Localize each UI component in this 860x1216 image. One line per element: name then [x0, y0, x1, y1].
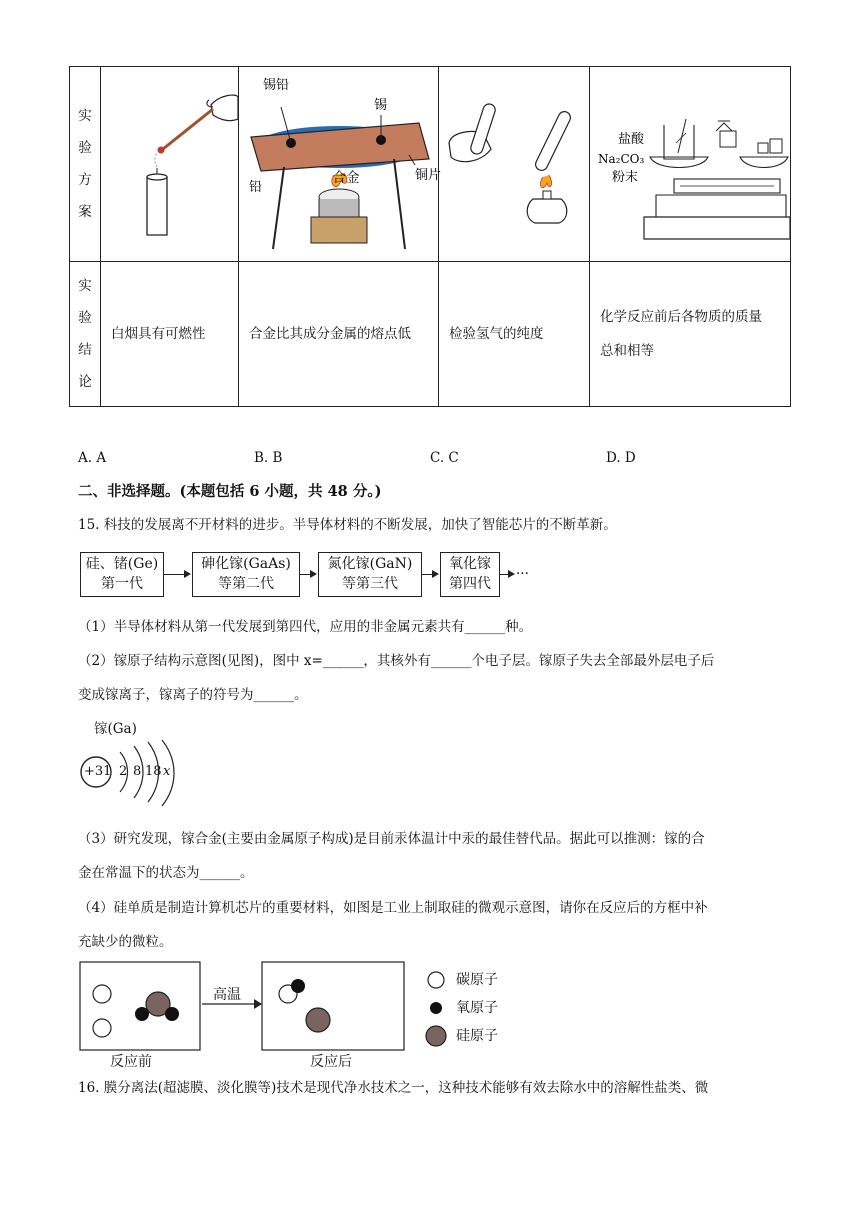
- conclusion-a: 白烟具有可燃性: [101, 262, 239, 407]
- candle-smoke-diagram: [101, 67, 238, 257]
- reaction-boxes: [78, 958, 518, 1054]
- flow-arrow-2: [299, 574, 315, 575]
- hydrogen-purity-diagram: [439, 67, 589, 257]
- diagram-b-cell: [239, 67, 442, 262]
- conclusion-d: 化学反应前后各物质的质量 总和相等: [590, 262, 791, 407]
- atom-title: 镓(Ga): [94, 721, 137, 737]
- flow-arrow-1: [163, 574, 189, 575]
- q15-part2-line2: 变成镓离子，镓离子的符号为______。: [78, 687, 308, 703]
- q15-part2-line1: （2）镓原子结构示意图(见图)，图中 x=______，其核外有______个电子层。镓原子失去全部最外层电子后: [78, 653, 715, 669]
- legend-symbols: [422, 968, 452, 1050]
- label-lead: 铅: [249, 180, 263, 195]
- diagram-a-cell: [101, 67, 239, 262]
- shell-2: 8: [133, 764, 142, 779]
- atom-nucleus: +31: [84, 764, 112, 779]
- label-copper: 铜片: [415, 168, 442, 183]
- q15-intro: 15. 科技的发展离不开材料的进步。半导体材料的不断发展，加快了智能芯片的不断革新。: [78, 517, 617, 533]
- conclusion-c: 检验氢气的纯度: [439, 262, 590, 407]
- label-alloy-line1: 锡铅: [263, 78, 290, 93]
- label-alloy-line2: 合金: [332, 169, 360, 186]
- label-powder: 粉末: [612, 170, 639, 185]
- option-c[interactable]: C. C: [430, 450, 459, 466]
- label-tin: 锡: [374, 98, 388, 113]
- label-acid: 盐酸: [618, 132, 645, 147]
- alloy-melting-diagram: [239, 67, 442, 257]
- legend-silicon: 硅原子: [456, 1028, 498, 1044]
- conclusion-b: 合金比其成分金属的熔点低: [239, 262, 439, 407]
- plan-row-label: 实 验 方 案: [70, 67, 101, 262]
- q15-part3-line2: 金在常温下的状态为______。: [78, 865, 254, 881]
- flow-gen4: 氧化镓 第四代: [440, 552, 500, 597]
- flow-arrow-4: [499, 574, 513, 575]
- q15-part1: （1）半导体材料从第一代发展到第四代，应用的非金属元素共有______种。: [78, 619, 533, 635]
- shell-3: 18: [145, 764, 162, 779]
- q15-part4-line1: （4）硅单质是制造计算机芯片的重要材料，如图是工业上制取硅的微观示意图，请你在反应后的方框中补: [78, 900, 708, 916]
- diagram-d-cell: [590, 67, 791, 262]
- section-heading: 二、非选择题。(本题包括 6 小题，共 48 分。): [78, 483, 382, 500]
- experiment-table: [69, 66, 791, 407]
- flow-gen1: 硅、锗(Ge) 第一代: [80, 552, 164, 597]
- after-label: 反应后: [310, 1054, 352, 1070]
- before-label: 反应前: [110, 1054, 152, 1070]
- flow-gen2: 砷化镓(GaAs) 等第二代: [192, 552, 300, 597]
- option-d[interactable]: D. D: [606, 450, 636, 466]
- after-box: [262, 962, 404, 1050]
- q15-part3-line1: （3）研究发现，镓合金(主要由金属原子构成)是目前汞体温计中汞的最佳替代品。据此可以推测：镓的合: [78, 831, 705, 847]
- shell-1: 2: [119, 764, 128, 779]
- flow-ellipsis: ···: [516, 566, 529, 582]
- q15-part4-line2: 充缺少的微粒。: [78, 934, 173, 950]
- option-b[interactable]: B. B: [254, 450, 283, 466]
- before-box: [80, 962, 200, 1050]
- legend-oxygen: 氧原子: [456, 1000, 498, 1016]
- flow-gen3: 氮化镓(GaN) 等第三代: [318, 552, 422, 597]
- flow-arrow-3: [421, 574, 437, 575]
- option-a[interactable]: A. A: [78, 450, 107, 466]
- diagram-c-cell: [439, 67, 590, 262]
- q16-intro: 16. 膜分离法(超滤膜、淡化膜等)技术是现代净水技术之一，这种技术能够有效去除水中的溶解性盐类、微: [78, 1080, 709, 1096]
- balance-diagram: [590, 67, 790, 257]
- label-na2co3: Na₂CO₃: [598, 152, 645, 166]
- shell-4: x: [163, 764, 171, 779]
- conclusion-row-label: 实 验 结 论: [70, 262, 101, 407]
- legend-carbon: 碳原子: [456, 972, 498, 988]
- reaction-condition: 高温: [213, 987, 241, 1003]
